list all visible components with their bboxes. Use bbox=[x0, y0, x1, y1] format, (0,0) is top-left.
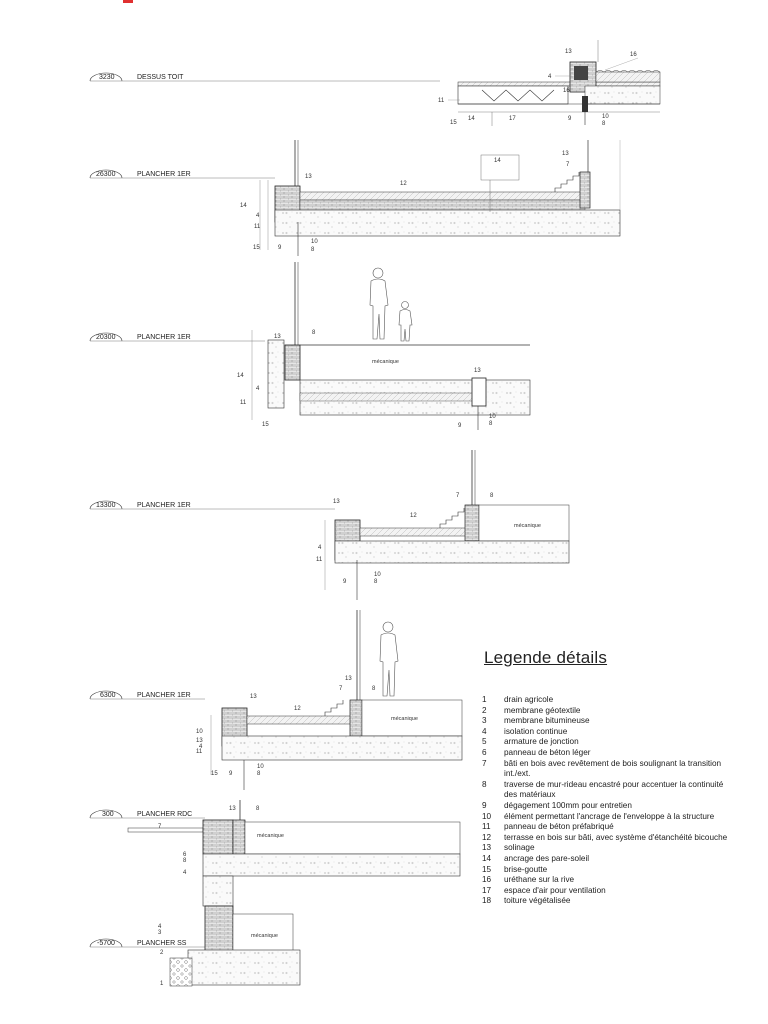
level-number: 3230 bbox=[99, 74, 115, 81]
level-name: PLANCHER 1ER bbox=[137, 502, 191, 509]
legend-item bbox=[482, 716, 732, 727]
room-label-mecanique: mécanique bbox=[391, 716, 418, 722]
callout-number: 8 bbox=[374, 579, 378, 585]
legend-item bbox=[482, 865, 732, 876]
callout-number: 11 bbox=[240, 400, 247, 406]
callout-number: 2 bbox=[160, 950, 164, 956]
legend-item bbox=[482, 748, 732, 759]
legend-item bbox=[482, 801, 732, 812]
callout-number: 9 bbox=[343, 579, 347, 585]
level-marker-moins-5700 bbox=[90, 939, 205, 947]
callout-number: 7 bbox=[456, 493, 460, 499]
legend-item-text: panneau de béton préfabriqué bbox=[504, 822, 614, 832]
legend-item bbox=[482, 812, 732, 823]
legend-item-text: uréthane sur la rive bbox=[504, 875, 575, 885]
legend-item-number: 8 bbox=[482, 779, 487, 789]
callout-number: 12 bbox=[294, 706, 301, 712]
level-marker-26300 bbox=[90, 170, 275, 178]
callout-number: 12 bbox=[410, 513, 417, 519]
legend-item bbox=[482, 759, 732, 780]
legend-item-number: 9 bbox=[482, 800, 487, 810]
callout-number: 17 bbox=[509, 116, 516, 122]
callout-number: 10 bbox=[374, 572, 381, 578]
callout-number: 13 bbox=[274, 334, 281, 340]
level-marker-13300 bbox=[90, 501, 335, 509]
legend-item-number: 10 bbox=[482, 811, 492, 821]
detail-plancher-13300 bbox=[316, 450, 569, 600]
legend-item-number: 4 bbox=[482, 726, 487, 736]
level-name: PLANCHER 1ER bbox=[137, 692, 191, 699]
legend-item-text: solinage bbox=[504, 843, 535, 853]
level-marker-20300 bbox=[90, 333, 265, 341]
legend-item-number: 2 bbox=[482, 705, 487, 715]
callout-number: 11 bbox=[316, 557, 323, 563]
callout-number: 11 bbox=[438, 98, 445, 104]
legend-item-number: 1 bbox=[482, 695, 487, 704]
callout-number: 8 bbox=[372, 686, 376, 692]
level-number: 26300 bbox=[96, 171, 116, 178]
legend-item-text: brise-goutte bbox=[504, 864, 548, 874]
level-name: PLANCHER RDC bbox=[137, 811, 193, 818]
person-silhouettes-adult-child bbox=[370, 268, 412, 341]
level-name: PLANCHER 1ER bbox=[137, 171, 191, 178]
legend-item bbox=[482, 727, 732, 738]
callout-number: 14 bbox=[240, 203, 247, 209]
callout-number: 8 bbox=[312, 330, 316, 336]
level-marker-6300 bbox=[90, 691, 205, 699]
legend-item-number: 6 bbox=[482, 747, 487, 757]
callout-number: 14 bbox=[237, 373, 244, 379]
callout-number: 4 bbox=[256, 213, 260, 219]
callout-number: 15 bbox=[253, 245, 260, 251]
legend-item-number: 11 bbox=[482, 822, 491, 832]
legend-item-number: 18 bbox=[482, 896, 492, 906]
legend-item-number: 16 bbox=[482, 875, 492, 885]
callout-number: 10 bbox=[311, 239, 318, 245]
legend-item-number: 15 bbox=[482, 864, 492, 874]
callout-number: 13 bbox=[196, 738, 203, 744]
callout-number: 8 bbox=[183, 858, 187, 864]
callout-number: 13 bbox=[474, 368, 481, 374]
callout-number: 16 bbox=[563, 88, 570, 94]
legend-item-text: ancrage des pare-soleil bbox=[504, 853, 590, 863]
callout-number: 7 bbox=[158, 824, 162, 830]
callout-number: 14 bbox=[468, 116, 475, 122]
callout-number: 7 bbox=[566, 162, 570, 168]
detail-plancher-6300 bbox=[196, 610, 462, 790]
callout-number: 9 bbox=[278, 245, 282, 251]
callout-number: 6 bbox=[183, 852, 187, 858]
level-marker-toit bbox=[90, 73, 440, 81]
legend-title: Legende détails bbox=[484, 648, 608, 667]
callout-number: 8 bbox=[311, 247, 315, 253]
legend-item bbox=[482, 833, 732, 844]
callout-number: 8 bbox=[257, 771, 261, 777]
level-number: 13300 bbox=[96, 502, 116, 509]
legend-item-text: bâti en bois avec revêtement de bois soulignant la transition int./ext. bbox=[504, 758, 722, 779]
legend-item bbox=[482, 886, 732, 897]
callout-number: 15 bbox=[450, 120, 457, 126]
legend-item-text: armature de jonction bbox=[504, 737, 579, 747]
callout-number: 10 bbox=[489, 414, 496, 420]
callout-number: 13 bbox=[305, 174, 312, 180]
legend-item-text: panneau de béton léger bbox=[504, 747, 591, 757]
callout-number: 13 bbox=[565, 49, 572, 55]
callout-number: 4 bbox=[256, 386, 260, 392]
callout-number: 11 bbox=[254, 224, 261, 230]
level-name: PLANCHER 1ER bbox=[137, 334, 191, 341]
legend-item bbox=[482, 843, 732, 854]
detail-roof bbox=[438, 40, 660, 127]
callout-number: 7 bbox=[339, 686, 343, 692]
person-silhouette-adult bbox=[380, 622, 398, 696]
legend-item bbox=[482, 822, 732, 833]
legend-item-text: traverse de mur-rideau encastré pour accentuer la continuité des matériaux bbox=[504, 779, 724, 800]
room-label-mecanique: mécanique bbox=[251, 933, 278, 939]
legend-item-number: 3 bbox=[482, 716, 487, 726]
callout-number: 4 bbox=[158, 924, 162, 930]
callout-number: 9 bbox=[458, 423, 462, 429]
legend-item bbox=[482, 780, 732, 801]
callout-number: 16 bbox=[630, 52, 637, 58]
legend-item bbox=[482, 706, 732, 717]
callout-number: 4 bbox=[183, 870, 187, 876]
legend-item bbox=[482, 695, 732, 706]
legend-item-text: élément permettant l'ancrage de l'enveloppe à la structure bbox=[504, 811, 715, 821]
legend-item-text: espace d'air pour ventilation bbox=[504, 885, 606, 895]
callout-number: 4 bbox=[199, 744, 203, 750]
callout-number: 14 bbox=[494, 158, 501, 164]
legend-item-number: 17 bbox=[482, 885, 492, 895]
legend-item-text: toiture végétalisée bbox=[504, 896, 571, 906]
callout-number: 8 bbox=[256, 806, 260, 812]
legend-item bbox=[482, 854, 732, 865]
callout-number: 8 bbox=[490, 493, 494, 499]
callout-number: 3 bbox=[158, 930, 162, 936]
legend-item-number: 14 bbox=[482, 853, 492, 863]
level-number: -5700 bbox=[97, 940, 115, 947]
legend-item-text: membrane géotextile bbox=[504, 705, 581, 715]
callout-number: 13 bbox=[229, 806, 236, 812]
callout-number: 10 bbox=[196, 729, 203, 735]
callout-number: 9 bbox=[568, 116, 572, 122]
callout-number: 15 bbox=[211, 771, 218, 777]
callout-number: 8 bbox=[489, 421, 493, 427]
callout-number: 13 bbox=[345, 676, 352, 682]
legend-item bbox=[482, 896, 732, 907]
callout-number: 13 bbox=[250, 694, 257, 700]
level-number: 20300 bbox=[96, 334, 116, 341]
level-marker-300 bbox=[90, 810, 205, 818]
callout-number: 1 bbox=[160, 981, 164, 987]
legend-item-text: dégagement 100mm pour entretien bbox=[504, 800, 632, 810]
legend-item-number: 13 bbox=[482, 843, 492, 853]
legend-item-text: isolation continue bbox=[504, 726, 568, 736]
callout-number: 11 bbox=[196, 749, 203, 755]
room-label-mecanique: mécanique bbox=[257, 833, 284, 839]
callout-number: 10 bbox=[257, 764, 264, 770]
callout-number: 4 bbox=[318, 545, 322, 551]
level-name: PLANCHER SS bbox=[137, 940, 187, 947]
detail-plancher-26300 bbox=[240, 140, 620, 256]
legend-list bbox=[482, 695, 732, 907]
legend-item bbox=[482, 875, 732, 886]
callout-number: 8 bbox=[602, 121, 606, 127]
callout-number: 15 bbox=[262, 422, 269, 428]
room-label-mecanique: mécanique bbox=[514, 523, 541, 529]
callout-number: 4 bbox=[548, 74, 552, 80]
callout-number: 10 bbox=[602, 114, 609, 120]
legend-item-text: membrane bitumineuse bbox=[504, 716, 590, 726]
callout-number: 13 bbox=[562, 151, 569, 157]
legend-item bbox=[482, 737, 732, 748]
level-number: 6300 bbox=[100, 692, 116, 699]
level-number: 300 bbox=[102, 811, 114, 818]
level-name: DESSUS TOIT bbox=[137, 74, 184, 81]
legend-item-text: drain agricole bbox=[504, 695, 554, 704]
legend-item-number: 12 bbox=[482, 832, 492, 842]
legend-item-number: 5 bbox=[482, 737, 487, 747]
room-label-mecanique: mécanique bbox=[372, 359, 399, 365]
callout-number: 12 bbox=[400, 181, 407, 187]
legend-item-number: 7 bbox=[482, 758, 487, 768]
legend-item-text: terrasse en bois sur bâti, avec système d'étanchéité bicouche bbox=[504, 832, 728, 842]
callout-number: 13 bbox=[333, 499, 340, 505]
callout-number: 9 bbox=[229, 771, 233, 777]
